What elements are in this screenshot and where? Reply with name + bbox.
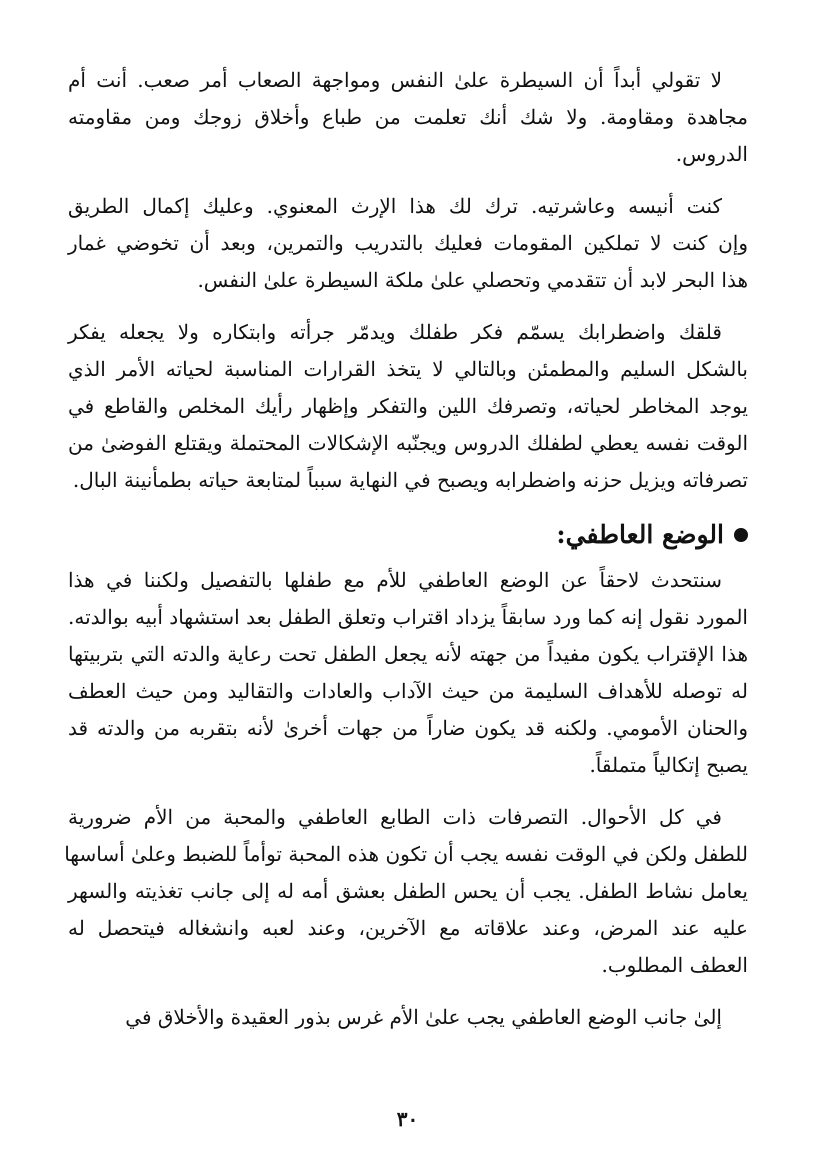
text-line: العطف المطلوب. xyxy=(601,953,748,977)
text-line: الدروس. xyxy=(675,142,748,166)
text-line: يوجد المخاطر لحياته، وتصرفك اللين والتفكر وإظهار رأيك المخلص والقاطع في xyxy=(68,394,748,418)
bullet-icon xyxy=(734,528,748,542)
text-line: المورد نقول إنه كما ورد سابقاً يزداد اقتراب وتعلق الطفل بعد استشهاد أبيه بوالدته. xyxy=(68,605,748,629)
body-text-bottom xyxy=(64,562,748,1036)
text-line: له توصله للأهداف السليمة من حيث الآداب والعادات والتقاليد ومن حيث العطف xyxy=(68,679,748,703)
paragraph xyxy=(68,314,748,499)
section-heading-text: الوضع العاطفي: xyxy=(556,520,724,549)
text-line: والحنان الأمومي. ولكنه قد يكون ضاراً من جهات أخرىٰ لأنه بتقربه من والدته قد xyxy=(68,716,748,740)
paragraph xyxy=(64,799,748,984)
text-line: عليه عند المرض، وعند علاقاته مع الآخرين، وعند لعبه وانشغاله فيتحصل له xyxy=(68,916,748,940)
text-line: قلقك واضطرابك يسمّم فكر طفلك ويدمّر جرأته وابتكاره ولا يجعله يفكر xyxy=(68,320,722,344)
text-line: كنت أنيسه وعاشرتيه. ترك لك هذا الإرث المعنوي. وعليك إكمال الطريق xyxy=(68,194,722,218)
text-line: وإن كنت لا تملكين المقومات فعليك بالتدريب والتمرين، وبعد أن تخوضي غمار xyxy=(68,231,748,255)
text-line: هذا البحر لابد أن تتقدمي وتحصلي علىٰ ملكة السيطرة علىٰ النفس. xyxy=(197,268,748,292)
text-line: يصبح إتكالياً متملقاً. xyxy=(589,753,748,777)
section-heading xyxy=(68,514,748,556)
text-line: مجاهدة ومقاومة. ولا شك أنك تعلمت من طباع وأخلاق زوجك ومن مقاومته xyxy=(68,105,748,129)
paragraph xyxy=(68,188,748,299)
text-line: في كل الأحوال. التصرفات ذات الطابع العاطفي والمحبة من الأم ضرورية xyxy=(68,805,722,829)
body-text-top xyxy=(68,62,748,499)
text-line: هذا الإقتراب يكون مفيداً من جهته لأنه يجعل الطفل تحت رعاية والدته التي بتربيتها xyxy=(68,642,748,666)
text-line: سنتحدث لاحقاً عن الوضع العاطفي للأم مع طفلها بالتفصيل ولكننا في هذا xyxy=(68,568,722,592)
text-line: لا تقولي أبداً أن السيطرة علىٰ النفس ومواجهة الصعاب أمر صعب. أنت أم xyxy=(68,68,722,92)
text-line: الوقت نفسه يعطي لطفلك الدروس ويجنّبه الإشكالات المحتملة ويقتلع الفوضىٰ من xyxy=(68,431,748,455)
paragraph xyxy=(68,562,748,784)
text-line: إلىٰ جانب الوضع العاطفي يجب علىٰ الأم غرس بذور العقيدة والأخلاق في xyxy=(125,1005,722,1029)
book-page xyxy=(64,62,748,1051)
text-line: تصرفاته ويزيل حزنه واضطرابه ويصبح في النهاية سبباً لمتابعة حياته بطمأنينة البال. xyxy=(72,468,748,492)
page-number: ٣٠ xyxy=(396,1107,419,1131)
paragraph xyxy=(68,62,748,173)
paragraph xyxy=(68,999,748,1036)
text-line: بالشكل السليم والمطمئن وبالتالي لا يتخذ القرارات المناسبة لحياته الأمر الذي xyxy=(68,357,748,381)
text-line: للطفل ولكن في الوقت نفسه يجب أن تكون هذه المحبة توأماً للضبط وعلىٰ أساسها xyxy=(64,842,748,866)
text-line: يعامل نشاط الطفل. يجب أن يحس الطفل بعشق أمه له إلى جانب تغذيته والسهر xyxy=(68,879,748,903)
